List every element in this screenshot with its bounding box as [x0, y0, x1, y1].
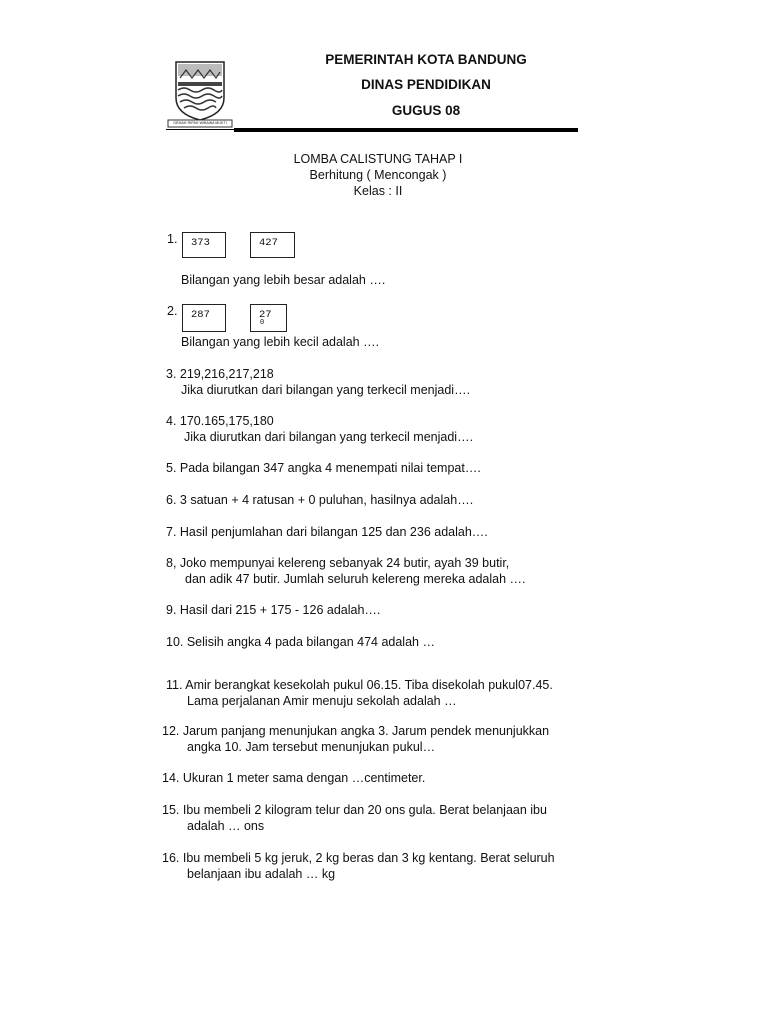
q2-box-b-sub: 0 — [260, 319, 265, 327]
q8-line-1: 8, Joko mempunyai kelereng sebanyak 24 butir, ayah 39 butir, — [166, 556, 510, 570]
header-line-2: DINAS PENDIDIKAN — [361, 77, 491, 92]
q4-line-1: 4. 170.165,175,180 — [166, 414, 274, 428]
q15-line-2: adalah … ons — [187, 819, 265, 833]
header-rule-thick — [234, 128, 578, 132]
q7-text: 7. Hasil penjumlahan dari bilangan 125 dan 236 adalah…. — [166, 525, 488, 539]
q1-box-a: 373 — [182, 232, 226, 258]
q4-line-2: Jika diurutkan dari bilangan yang terkecil menjadi…. — [184, 430, 474, 444]
q15-line-1: 15. Ibu membeli 2 kilogram telur dan 20 ons gula. Berat belanjaan ibu — [162, 803, 547, 817]
city-emblem — [166, 58, 234, 130]
header-rule-thin — [166, 129, 234, 130]
q16-line-2: belanjaan ibu adalah … kg — [187, 867, 336, 881]
contest-title: LOMBA CALISTUNG TAHAP I — [293, 152, 463, 166]
q5-text: 5. Pada bilangan 347 angka 4 menempati nilai tempat…. — [166, 461, 481, 475]
q11-line-2: Lama perjalanan Amir menuju sekolah adalah … — [187, 694, 457, 708]
q11-line-1: 11. Amir berangkat kesekolah pukul 06.15. Tiba disekolah pukul07.45. — [166, 678, 553, 692]
header-line-1: PEMERINTAH KOTA BANDUNG — [325, 52, 527, 67]
q6-text: 6. 3 satuan + 4 ratusan + 0 puluhan, hasilnya adalah…. — [166, 493, 474, 507]
q16-line-1: 16. Ibu membeli 5 kg jeruk, 2 kg beras dan 3 kg kentang. Berat seluruh — [162, 851, 555, 865]
contest-grade: Kelas : II — [353, 184, 403, 198]
q12-line-2: angka 10. Jam tersebut menunjukan pukul… — [187, 740, 436, 754]
q1-box-b: 427 — [250, 232, 295, 258]
q10-text: 10. Selisih angka 4 pada bilangan 474 adalah … — [166, 635, 435, 649]
q3-line-1: 3. 219,216,217,218 — [166, 367, 274, 381]
contest-subject: Berhitung ( Mencongak ) — [309, 168, 447, 182]
q12-line-1: 12. Jarum panjang menunjukan angka 3. Jarum pendek menunjukkan — [162, 724, 550, 738]
q14-text: 14. Ukuran 1 meter sama dengan …centimeter. — [162, 771, 426, 785]
q9-text: 9. Hasil dari 215 + 175 - 126 adalah…. — [166, 603, 381, 617]
q2-box-a: 287 — [182, 304, 226, 332]
q1-text: Bilangan yang lebih besar adalah …. — [181, 273, 386, 287]
emblem-motto: GEMAH RIPAH WIBAWA MUKTI — [173, 121, 227, 125]
header-line-3: GUGUS 08 — [391, 103, 461, 118]
q2-box-b — [250, 304, 287, 332]
q3-line-2: Jika diurutkan dari bilangan yang terkecil menjadi…. — [181, 383, 471, 397]
q8-line-2: dan adik 47 butir. Jumlah seluruh kelereng mereka adalah …. — [185, 572, 526, 586]
q2-text: Bilangan yang lebih kecil adalah …. — [181, 335, 380, 349]
emblem-icon — [166, 58, 234, 130]
q2-box-b-value: 27 — [259, 309, 272, 321]
q2-number: 2. — [167, 304, 178, 318]
q1-number: 1. — [167, 232, 178, 246]
